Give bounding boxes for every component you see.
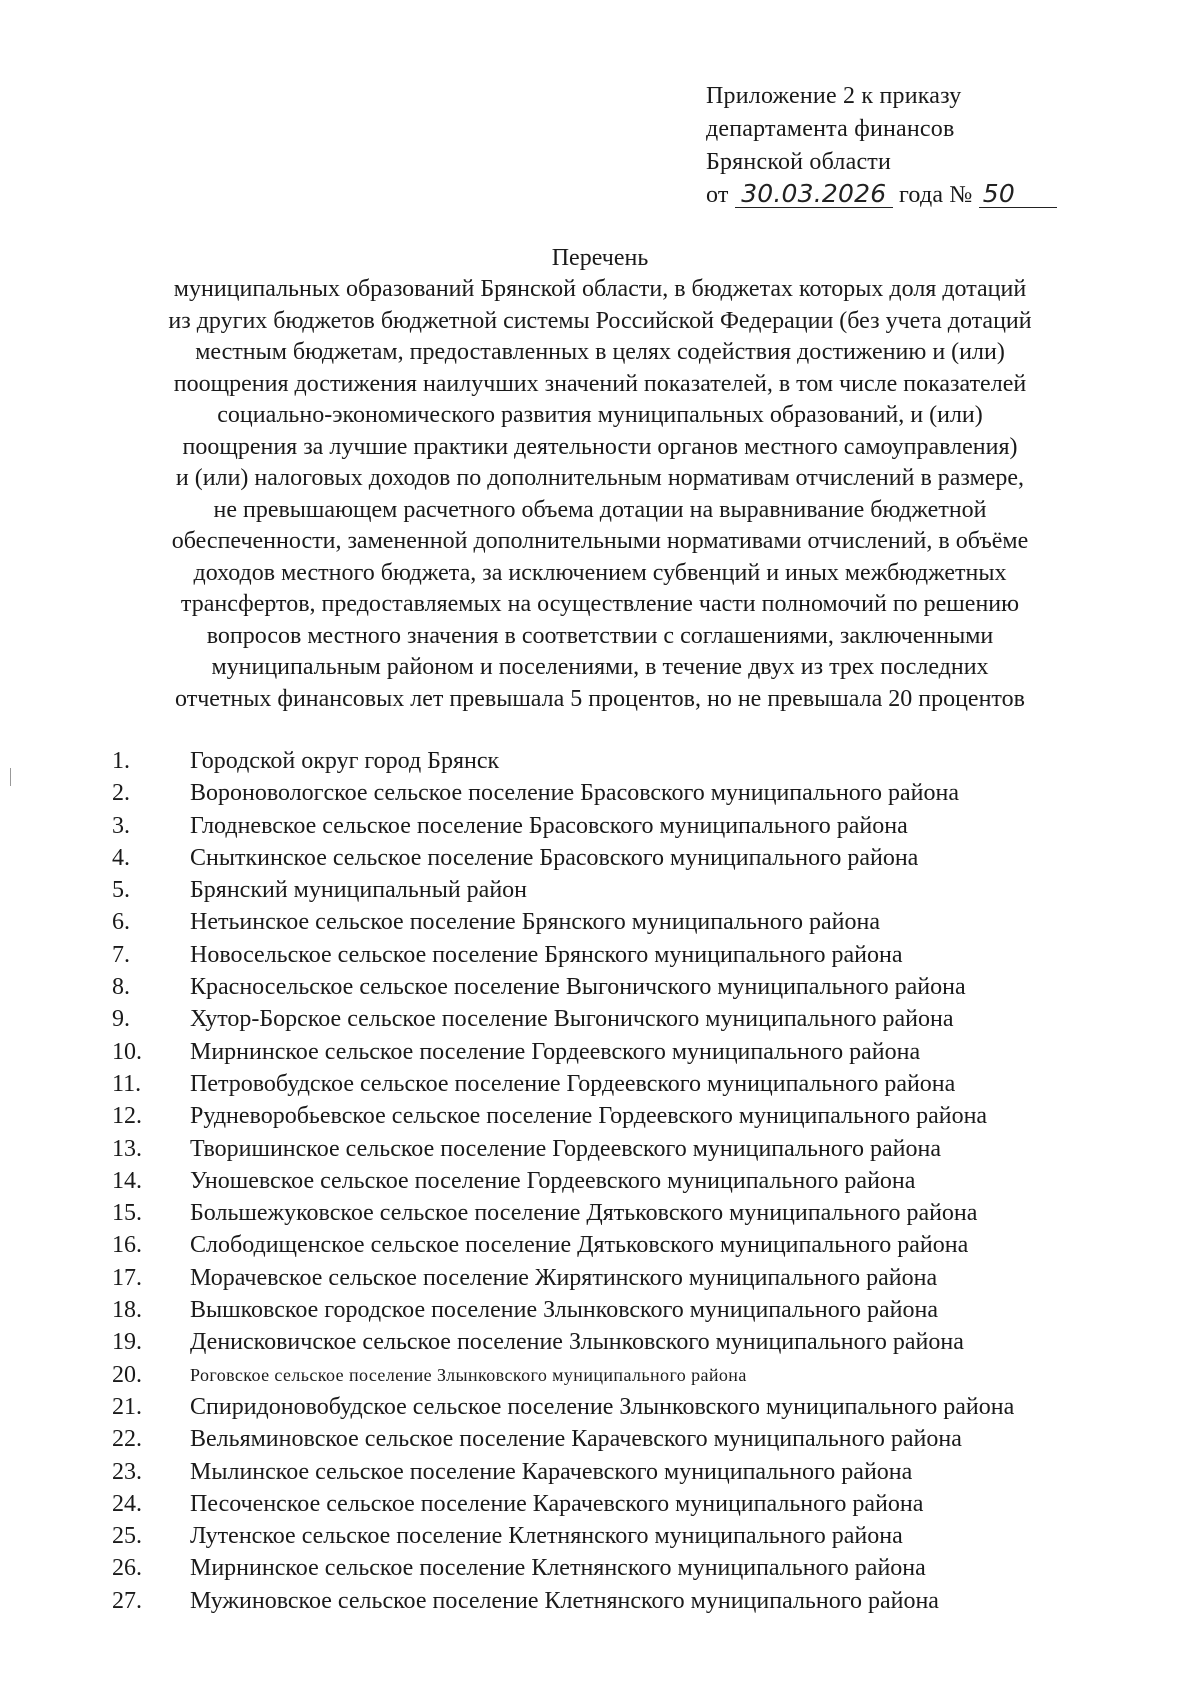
handwritten-number: 50 [979,181,1057,208]
list-item-number: 17. [112,1264,142,1291]
list-item-text: Мужиновское сельское поселение Клетнянского муниципального района [190,1587,939,1614]
list-item [112,810,1172,842]
list-item-number: 9. [112,1006,130,1033]
list-item-text: Петровобудское сельское поселение Гордеевского муниципального района [190,1070,956,1097]
body-line: поощрения достижения наилучших значений показателей, в том числе показателей [173,370,1027,397]
body-line: обеспеченности, замененной дополнительными нормативами отчислений, в объёме [171,528,1029,554]
list-item [112,1229,1172,1261]
document-title: Перечень [551,245,649,271]
list-item-text: Большежуковское сельское поселение Дятьковского муниципального района [190,1200,978,1227]
list-item [112,1100,1172,1132]
list-item [112,874,1172,906]
number-sign: № [949,182,973,208]
list-item-number: 25. [112,1523,142,1550]
list-item-text: Вороновологское сельское поселение Брасовского муниципального района [190,780,960,807]
list-item [112,1068,1172,1100]
list-item [112,971,1172,1003]
list-item [112,1552,1172,1584]
list-item [112,1003,1172,1035]
body-line: местным бюджетам, предоставленных в целях содействия достижению и (или) [195,339,1005,365]
list-item-text: Спиридоновобудское сельское поселение Злынковского муниципального района [190,1393,1015,1420]
list-item-text: Лутенское сельское поселение Клетнянского муниципального района [190,1523,903,1550]
list-item [112,1488,1172,1520]
list-item-text: Глодневское сельское поселение Брасовского муниципального района [190,812,908,839]
list-item-number: 2. [112,780,130,807]
body-line: не превышающем расчетного объема дотации на выравнивание бюджетной [213,496,987,523]
list-item-number: 18. [112,1297,142,1324]
list-item [112,906,1172,938]
body-line: муниципальных образований Брянской области, в бюджетах которых доля дотаций [173,276,1027,302]
list-item-text: Вельяминовское сельское поселение Карачевского муниципального района [190,1426,962,1453]
list-item-text: Новосельское сельское поселение Брянского муниципального района [190,941,903,968]
list-item-text: Песоченское сельское поселение Карачевского муниципального района [190,1490,924,1517]
list-item-number: 27. [112,1587,142,1614]
list-item-number: 22. [112,1426,142,1453]
document-body [100,274,1100,715]
appendix-line-1: Приложение 2 к приказу [706,83,962,109]
list-item-text: Уношевское сельское поселение Гордеевского муниципального района [190,1167,916,1194]
appendix-date-line [706,179,1057,212]
list-item-number: 7. [112,941,130,968]
list-item [112,1326,1172,1358]
list-item [112,842,1172,874]
list-item-text: Морачевское сельское поселение Жирятинского муниципального района [190,1264,938,1291]
list-item-number: 24. [112,1490,142,1517]
list-item [112,1262,1172,1294]
list-item-number: 14. [112,1167,142,1194]
list-item-text: Творишинское сельское поселение Гордеевского муниципального района [190,1135,942,1162]
list-item-text: Денисковичское сельское поселение Злынковского муниципального района [190,1329,964,1356]
list-item [112,939,1172,971]
list-item [112,1456,1172,1488]
list-item [112,1197,1172,1229]
list-item [112,1133,1172,1165]
body-line: и (или) налоговых доходов по дополнительным нормативам отчислений в размере, [175,465,1025,491]
list-item-text: Мирнинское сельское поселение Клетнянского муниципального района [190,1555,926,1582]
list-item [112,1036,1172,1068]
list-item [112,1520,1172,1552]
list-item-number: 13. [112,1135,142,1162]
list-item-number: 16. [112,1232,142,1259]
list-item [112,1165,1172,1197]
list-item-number: 21. [112,1393,142,1420]
list-item-number: 6. [112,909,130,936]
list-item-number: 26. [112,1555,142,1582]
handwritten-date: 30.03.2026 [735,181,893,208]
list-item-text: Мирнинское сельское поселение Гордеевского муниципального района [190,1038,921,1065]
list-item-number: 20. [112,1361,142,1388]
list-item [112,1423,1172,1455]
body-line: отчетных финансовых лет превышала 5 процентов, но не превышала 20 процентов [175,685,1025,712]
list-item-number: 19. [112,1329,142,1356]
list-item-number: 15. [112,1200,142,1227]
list-item-number: 4. [112,844,130,871]
list-item [112,1585,1172,1617]
list-item-text: Красносельское сельское поселение Выгоничского муниципального района [190,974,966,1001]
body-line: социально-экономического развития муниципальных образований, и (или) [217,402,983,428]
appendix-header [706,80,1057,212]
list-item-text: Слободищенское сельское поселение Дятьковского муниципального района [190,1232,969,1259]
list-item-text: Вышковское городское поселение Злынковского муниципального района [190,1297,938,1324]
list-item-text: Сныткинское сельское поселение Брасовского муниципального района [190,844,919,871]
list-item-text: Роговское сельское поселение Злынковского муниципального района [190,1364,747,1385]
list-item-number: 10. [112,1038,142,1065]
list-item-text: Городской округ город Брянск [190,748,500,774]
list-item-number: 8. [112,974,130,1001]
appendix-line-3: Брянской области [706,149,892,175]
list-item [112,1391,1172,1423]
list-item-text: Нетьинское сельское поселение Брянского муниципального района [190,909,880,936]
year-word: года [898,182,944,208]
list-item [112,745,1172,777]
appendix-line-2: департамента финансов [706,116,955,142]
list-item-text: Рудневоробьевское сельское поселение Гордеевского муниципального района [190,1103,988,1130]
date-prefix: от [706,182,729,208]
list-item-number: 1. [112,748,130,774]
municipality-list [112,745,1172,1617]
body-line: вопросов местного значения в соответствии с соглашениями, заключенными [206,622,994,649]
scan-artifact [10,768,11,786]
body-line: доходов местного бюджета, за исключением субвенций и иных межбюджетных [193,559,1007,586]
body-line: муниципальным районом и поселениями, в течение двух из трех последних [211,654,989,680]
list-item [112,1359,1172,1391]
list-item-number: 11. [112,1070,142,1097]
list-item [112,777,1172,809]
list-item-text: Хутор-Борское сельское поселение Выгоничского муниципального района [190,1006,954,1033]
list-item-number: 5. [112,877,130,904]
list-item-number: 3. [112,812,130,839]
list-item-text: Брянский муниципальный район [190,877,528,904]
body-line: из других бюджетов бюджетной системы Российской Федерации (без учета дотаций [168,307,1032,334]
list-item-number: 23. [112,1458,142,1485]
list-item [112,1294,1172,1326]
list-item-number: 12. [112,1103,142,1130]
body-line: трансфертов, предоставляемых на осуществление части полномочий по решению [180,591,1020,617]
list-item-text: Мылинское сельское поселение Карачевского муниципального района [190,1458,913,1485]
body-line: поощрения за лучшие практики деятельности органов местного самоуправления) [182,433,1018,460]
